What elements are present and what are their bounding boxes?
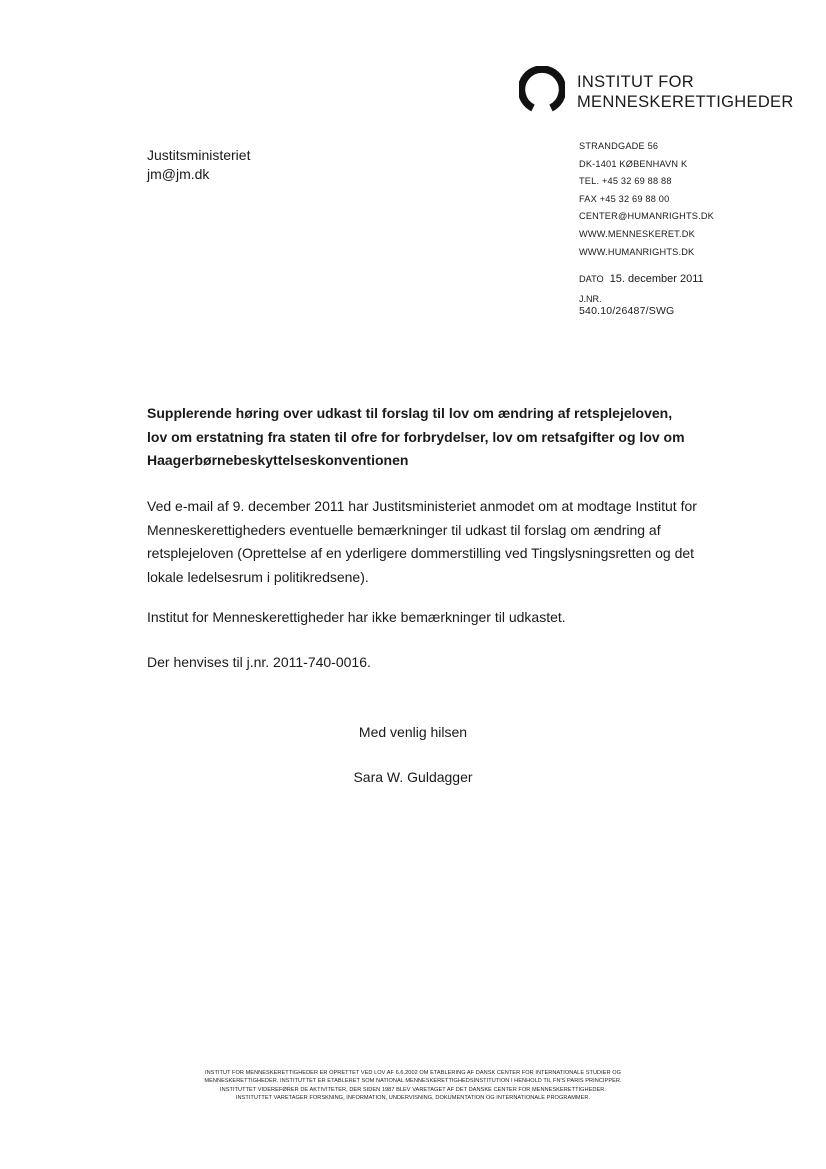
signer-name: Sara W. Guldagger bbox=[353, 769, 473, 785]
contact-tel: TEL. +45 32 69 88 88 bbox=[579, 176, 672, 187]
footer-line: INSTITUT FOR MENNESKERETTIGHEDER ER OPRETTET VED LOV AF 6.6.2002 OM ETABLERING AF DANSK CENTER FOR INTERNATIONALE STUDIER OG bbox=[204, 1070, 622, 1076]
logo-wordmark bbox=[577, 72, 794, 112]
institute-logo bbox=[519, 66, 794, 116]
jnr-label: J.NR. bbox=[579, 294, 602, 304]
contact-block bbox=[579, 138, 714, 261]
body-paragraph: Institut for Menneskerettigheder har ikke bemærkninger til udkastet. bbox=[147, 609, 566, 625]
subject-heading: Supplerende høring over udkast til forslag til lov om ændring af retsplejeloven, lov om erstatning fra staten til ofre for forbrydelser, lov om retsafgifter og lov om Haagerbørnebeskyttelseskonventionen bbox=[147, 405, 685, 468]
contact-email: CENTER@HUMANRIGHTS.DK bbox=[579, 211, 715, 222]
body-paragraph: Ved e-mail af 9. december 2011 har Justitsministeriet anmodet om at modtage Institut for Menneskerettigheders eventuelle bemærkninger til udkast til forslag om ændring af retsplejeloven (Oprettelse af en yderligere dommerstilling ved Tingslysningsretten og det lokale ledelsesrum i politikredsene). bbox=[147, 498, 697, 586]
ring-logo-icon bbox=[519, 66, 565, 112]
footer-line: INSTITUTTET VARETAGER FORSKNING, INFORMATION, UNDERVISNING, DOKUMENTATION OG INTERNATIONALE PROGRAMMER. bbox=[235, 1095, 591, 1102]
date-row bbox=[579, 273, 704, 285]
recipient-name: Justitsministeriet bbox=[147, 147, 251, 163]
date-label: DATO bbox=[579, 274, 604, 284]
body-paragraph: Der henvises til j.nr. 2011-740-0016. bbox=[147, 654, 371, 670]
contact-fax: FAX +45 32 69 88 00 bbox=[579, 193, 670, 204]
footer-line: INSTITUTTET VIDEREFØRER DE AKTIVITETER, DER SIDEN 1987 BLEV VARETAGET AF DET DANSKE CENTER FOR MENNESKERETTIGHEDER. bbox=[220, 1086, 606, 1093]
footer-legal-text bbox=[120, 1069, 706, 1103]
contact-web-2: WWW.HUMANRIGHTS.DK bbox=[579, 246, 695, 257]
logo-line-2: MENNESKERETTIGHEDER bbox=[577, 93, 794, 111]
closing-greeting: Med venlig hilsen bbox=[358, 724, 468, 740]
date-value: 15. december 2011 bbox=[609, 273, 704, 285]
contact-street: STRANDGADE 56 bbox=[579, 141, 659, 151]
contact-web-1: WWW.MENNESKERET.DK bbox=[579, 228, 695, 239]
recipient-email: jm@jm.dk bbox=[147, 166, 210, 182]
footer-line: MENNESKERETTIGHEDER. INSTITUTTET ER ETABLERET SOM NATIONAL MENNESKERETTIGHEDSINSTITUTION I HENHOLD TIL FN'S PARIS PRINCIPPER. bbox=[204, 1078, 622, 1085]
jnr-value: 540.10/26487/SWG bbox=[579, 305, 675, 317]
contact-city: DK-1401 KØBENHAVN K bbox=[579, 158, 688, 169]
recipient-block bbox=[147, 146, 250, 184]
logo-line-1: INSTITUT FOR bbox=[577, 73, 694, 91]
